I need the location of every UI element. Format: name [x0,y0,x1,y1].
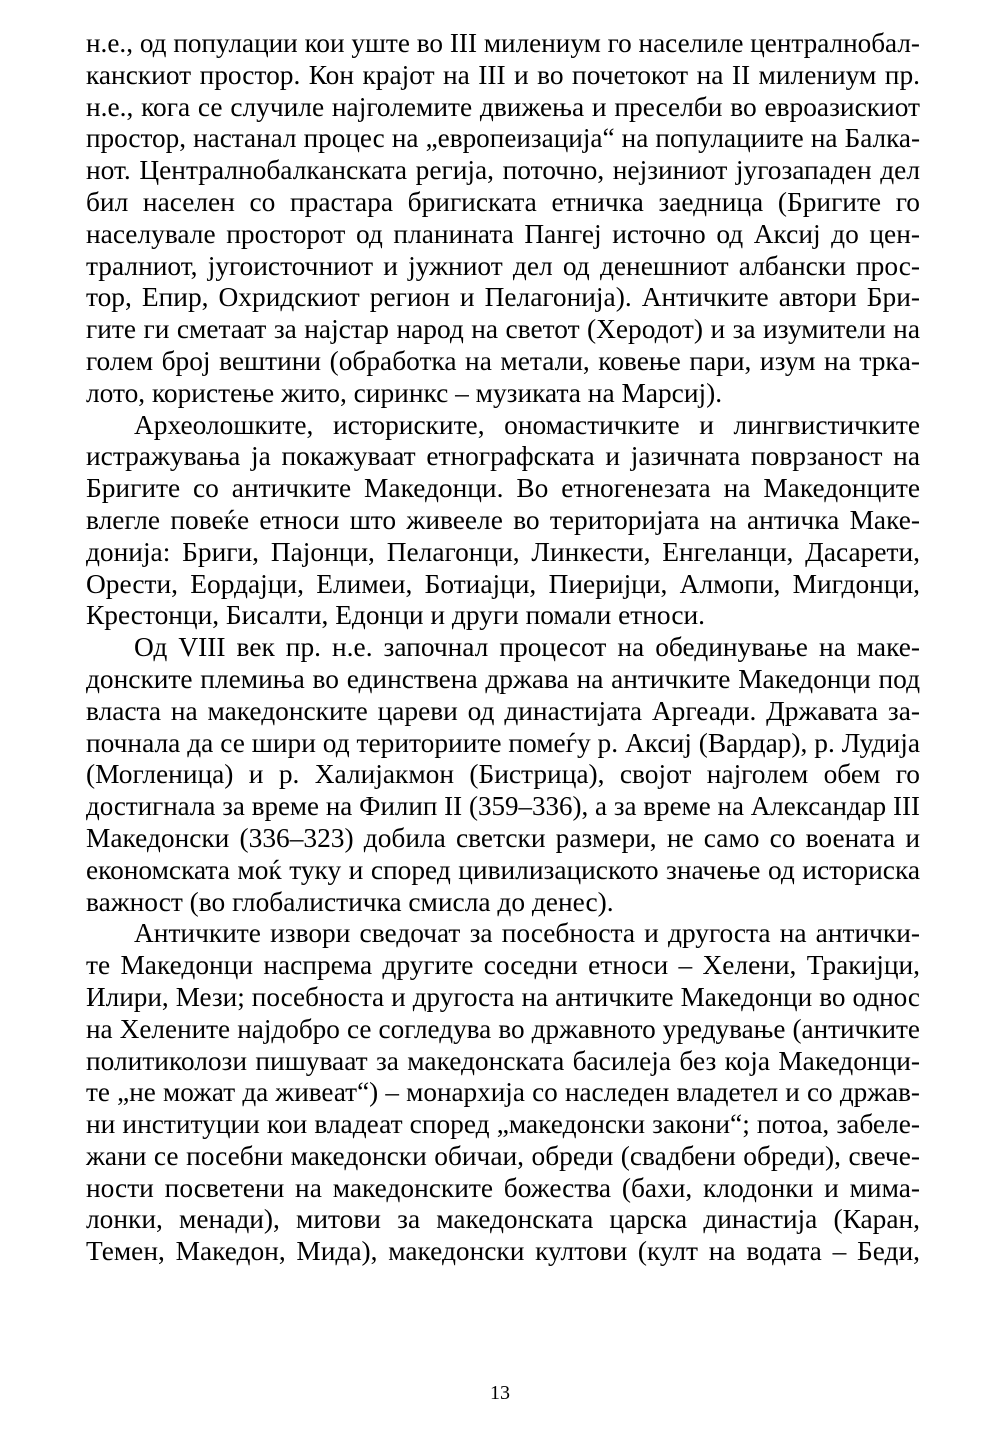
text-line: на Хелените најдобро се согледува во државното уредување (античките [86,1013,920,1044]
text-line: населувале просторот од планината Пангеј источно од Аксиј до цен- [86,218,920,249]
text-line: н.е., кога се случиле најголемите движења и преселби во евроазискиот [86,91,920,122]
text-line: простор, настанал процес на „европеизација“ на популациите на Балка- [86,123,920,154]
text-line: донските племиња во единствена држава на античките Македонци под [86,663,920,694]
text-line: тралниот, југоисточниот и јужниот дел од денешниот албански прос- [86,250,920,281]
text-line: лонки, менади), митови за македонската царска династија (Каран, [86,1204,920,1235]
paragraph [86,632,920,918]
text-line: Археолошките, историските, ономастичките и лингвистичките [134,409,920,440]
text-line: н.е., од популации кои уште во III милениум го населиле централнобал- [86,28,920,58]
text-line: лото, користење жито, сиринкс – музиката на Марсиј). [86,377,723,408]
paragraph [86,918,920,1268]
text-line: економската моќ туку и според цивилизациското значење од историска [86,854,920,885]
paragraph [86,410,920,633]
text-line: Античките извори сведочат за посебноста и другоста на антички- [134,918,920,949]
text-line: власта на македонските цареви од династијата Аргеади. Државата за- [86,695,920,726]
text-line: голем број вештини (обработка на метали, ковење пари, изум на тркa- [86,345,920,376]
text-line: влегле повеќе етноси што живееле во територијата на античка Маке- [86,504,920,535]
text-line: Крестонци, Бисалти, Едонци и други помали етноси. [86,600,705,631]
text-line: Македонски (336–323) добила светски размери, не само со воената и [86,822,920,853]
page-number: 13 [490,1382,510,1404]
text-line: тор, Епир, Охридскиот регион и Пелагонија). Античките автори Бри- [86,282,920,313]
text-line: Илири, Мези; посебноста и другоста на античките Македонци во однос [86,981,920,1012]
text-line: те Македонци наспрема другите соседни етноси – Хелени, Тракијци, [86,950,920,981]
text-line: почнала да се шири од териториите помеѓу р. Аксиј (Вардар), р. Лудија [86,727,920,758]
text-line: (Могленица) и р. Халијакмон (Бистрица), својот најголем обем го [86,759,920,790]
paragraph [86,28,920,410]
text-line: истражувања ја покажуваат етнографската и јазичната поврзаност на [86,441,920,472]
text-line: важност (во глобалистичка смисла до денес). [86,886,614,917]
text-line: нот. Централнобалканската регија, поточно, нејзиниот југозападен дел [86,155,920,186]
page-body [86,28,920,1268]
text-line: донија: Бриги, Пајонци, Пелагонци, Линкести, Енгеланци, Дасарети, [86,536,920,567]
text-line: политиколози пишуваат за македонската басилеја без која Македонци- [86,1045,920,1076]
text-line: Од VIII век пр. н.е. започнал процесот на обединување на маке- [134,632,920,663]
text-line: бил населен со прастара бригиската етничка заедница (Бригите го [86,186,920,217]
text-line: канскиот простор. Кон крајот на III и во почетокот на II милениум пр. [86,59,920,90]
text-line: ни институции кои владеат според „македонски закони“; потоа, забеле- [86,1109,920,1140]
text-line: Орести, Еордајци, Елимеи, Ботиајци, Пиериjци, Алмопи, Мигдонци, [86,568,920,599]
text-line: жани се посебни македонски обичаи, обреди (свадбени обреди), свече- [86,1140,920,1171]
text-line: те „не можат да живеат“) – монархија со наследен владетел и со држав- [86,1077,920,1108]
text-line: Темен, Македон, Мида), македонски култови (култ на водата – Беди, [86,1236,920,1267]
text-line: Бригите со античките Македонци. Во етногенезата на Македонците [86,473,920,504]
text-line: гите ги сметаат за најстар народ на светот (Херодот) и за изумители на [86,314,920,345]
text-line: достигнала за време на Филип II (359–336), а за време на Александар III [86,791,920,822]
text-line: ности посветени на македонските божества (бахи, клодонки и мима- [86,1172,920,1203]
